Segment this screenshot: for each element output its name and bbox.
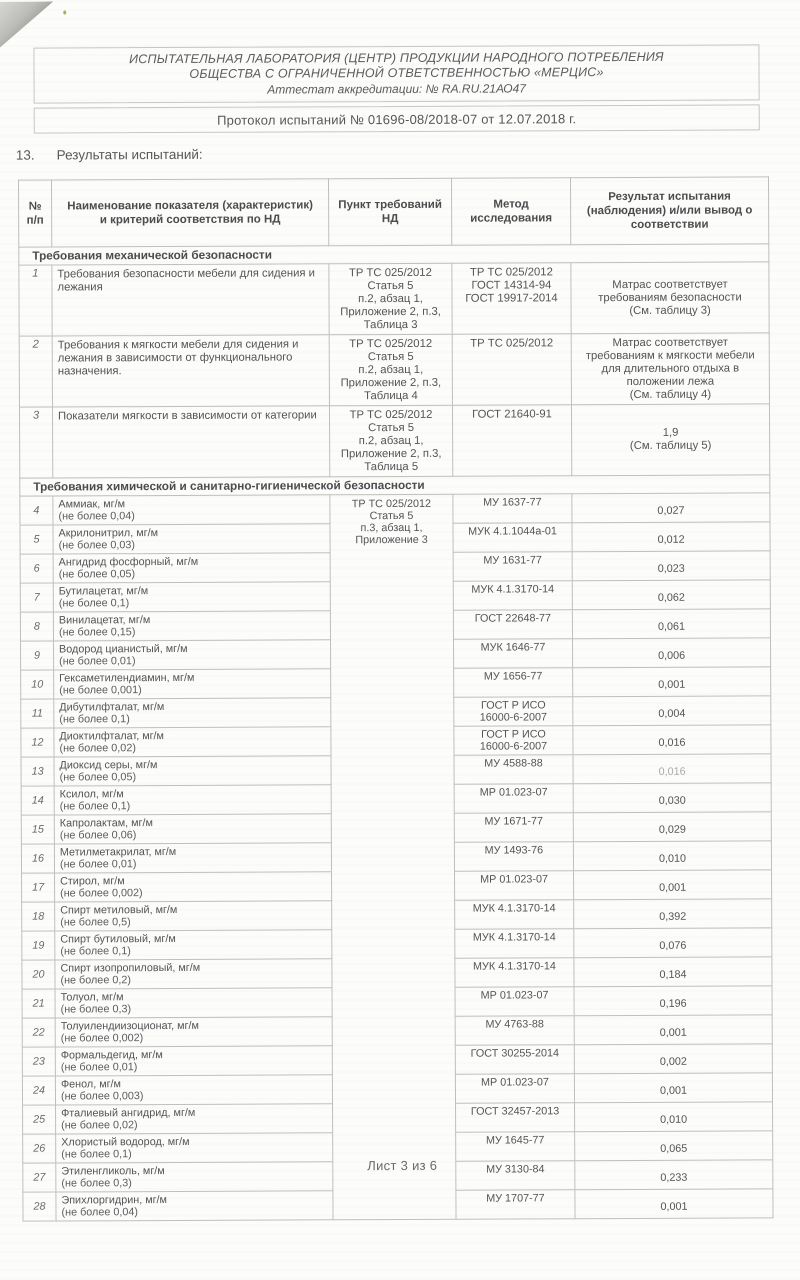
method-cell: ТР ТС 025/2012 ГОСТ 14314-94 ГОСТ 19917-2014 [452,263,571,335]
indicator-name-cell: Толуол, мг/м (не более 0,3) [55,988,332,1018]
row-number-cell: 12 [21,728,54,757]
result-cell: 0,184 [574,957,772,987]
row-number-cell: 22 [22,1018,55,1047]
indicator-name-cell: Спирт бутиловый, мг/м (не более 0,1) [55,930,332,960]
row-number-cell: 9 [21,641,54,670]
row-number-cell: 20 [22,960,55,989]
method-cell: МУК 4.1.1044а-01 [453,523,572,553]
indicator-name-cell: Метилметакрилат, мг/м (не более 0,01) [54,843,331,873]
result-cell: 0,016 [573,725,771,755]
scan-speck [63,10,66,14]
method-cell: МУ 3130-84 [456,1161,575,1191]
lab-header-box [33,44,759,103]
indicator-name-cell: Винилацетат, мг/м (не более 0,15) [53,611,330,641]
result-cell: 0,004 [573,696,771,726]
method-cell: МР 01.023-07 [455,1074,574,1104]
col-header-num: № п/п [18,180,51,247]
row-number-cell: 26 [23,1134,56,1163]
result-row [20,493,770,525]
indicator-name-cell: Фенол, мг/м (не более 0,003) [55,1075,332,1105]
indicator-name-cell: Водород цианистый, мг/м (не более 0,01) [54,640,331,670]
row-number-cell: 7 [20,583,53,612]
result-cell: 0,001 [574,870,772,900]
row-number-cell: 27 [23,1163,56,1192]
result-cell: Матрас соответствует требованиям безопасности (См. таблицу 3) [571,262,769,334]
indicator-name-cell: Ангидрид фосфорный, мг/м (не более 0,05) [53,553,330,583]
indicator-name-cell: Диоксид серы, мг/м (не более 0,05) [54,756,331,786]
result-cell: 0,076 [574,928,772,958]
indicator-name-cell: Требования безопасности мебели для сидения и лежания [52,264,329,336]
method-cell: МУ 4588-88 [454,755,573,785]
protocol-line: Протокол испытаний № 01696-08/2018-07 от 12.07.2018 г. [217,110,577,128]
row-number-cell: 13 [21,757,54,786]
row-number-cell: 1 [19,265,52,336]
result-cell: 0,016 [573,754,771,784]
row-number-cell: 8 [20,612,53,641]
method-cell: МУК 4.1.3170-14 [455,929,574,959]
indicator-name-cell: Бутилацетат, мг/м (не более 0,1) [53,582,330,612]
method-cell: МУК 4.1.3170-14 [453,581,572,611]
row-number-cell: 25 [23,1105,56,1134]
method-cell: МУ 1493-76 [454,842,573,872]
method-cell: МУК 4.1.3170-14 [455,900,574,930]
method-cell: МУ 1656-77 [454,668,573,698]
nd-clause-cell: ТР ТС 025/2012 Статья 5 п.2, абзац 1, Приложение 2, п.3, Таблица 4 [329,334,452,406]
method-cell: МУ 1637-77 [453,494,572,524]
result-cell: 0,012 [572,522,770,552]
row-number-cell: 21 [22,989,55,1018]
method-cell: МР 01.023-07 [455,987,574,1017]
result-cell: 0,006 [572,638,770,668]
result-cell: 0,029 [573,812,771,842]
method-cell: МУ 1671-77 [454,813,573,843]
results-heading-number: 13. [15,147,35,163]
result-cell: 0,001 [574,1015,772,1045]
result-cell: 0,010 [575,1102,773,1132]
result-row [19,404,769,478]
method-cell: МР 01.023-07 [454,784,573,814]
result-cell: Матрас соответствует требованиям к мягкости мебели для длительного отдыха в положении лежа (См. таблицу 4) [571,333,769,405]
row-number-cell: 18 [22,902,55,931]
result-row [19,262,769,336]
result-cell: 0,001 [575,1189,773,1219]
table-header-row [18,177,768,247]
method-cell: МУК 1646-77 [453,639,572,669]
col-header-indicator: Наименование показателя (характеристик) и критерий соответствия по НД [51,179,328,247]
method-cell: МУ 1631-77 [453,552,572,582]
result-cell: 0,196 [574,986,772,1016]
lab-name-line2: ОБЩЕСТВА С ОГРАНИЧЕННОЙ ОТВЕТСТВЕННОСТЬЮ «МЕРЦИС» [189,65,604,81]
section-title: Требования механической безопасности [19,244,769,265]
result-cell: 0,010 [573,841,771,871]
indicator-name-cell: Спирт метиловый, мг/м (не более 0,5) [55,901,332,931]
result-cell: 0,061 [572,609,770,639]
nd-clause-cell: ТР ТС 025/2012 Статья 5 п.2, абзац 1, Приложение 2, п.3, Таблица 5 [329,405,452,477]
method-cell: ГОСТ Р ИСО 16000-6-2007 [454,726,573,756]
accreditation-line: Аттестат аккредитации: № RA.RU.21АО47 [267,81,526,97]
nd-clause-cell-merged: ТР ТС 025/2012 Статья 5 п.3, абзац 1, Приложение 3 [330,494,456,1220]
result-cell: 0,392 [574,899,772,929]
col-header-method: Метод исследования [451,178,570,246]
row-number-cell: 5 [20,525,53,554]
row-number-cell: 11 [21,699,54,728]
indicator-name-cell: Фталиевый ангидрид, мг/м (не более 0,02) [56,1104,333,1134]
result-cell: 0,001 [574,1073,772,1103]
row-number-cell: 19 [22,931,55,960]
result-cell: 0,233 [575,1160,773,1190]
indicator-name-cell: Толуилендиизоционат, мг/м (не более 0,002) [55,1017,332,1047]
result-cell: 0,023 [572,551,770,581]
indicator-name-cell: Дибутилфталат, мг/м (не более 0,1) [54,698,331,728]
indicator-name-cell: Гексаметилендиамин, мг/м (не более 0,001) [54,669,331,699]
result-cell: 0,001 [573,667,771,697]
method-cell: МУК 4.1.3170-14 [455,958,574,988]
row-number-cell: 14 [21,786,54,815]
indicator-name-cell: Спирт изопропиловый, мг/м (не более 0,2) [55,959,332,989]
row-number-cell: 15 [21,815,54,844]
page-corner-fold [0,2,53,50]
method-cell: МР 01.023-07 [455,871,574,901]
col-header-nd-clause: Пункт требований НД [328,178,451,246]
result-cell: 0,062 [572,580,770,610]
indicator-name-cell: Акрилонитрил, мг/м (не более 0,03) [53,524,330,554]
row-number-cell: 4 [20,496,53,525]
method-cell: ГОСТ 32457-2013 [456,1103,575,1133]
method-cell: ГОСТ 30255-2014 [455,1045,574,1075]
page-number-label: Лист 3 из 6 [367,1157,438,1174]
method-cell: ГОСТ Р ИСО 16000-6-2007 [454,697,573,727]
indicator-name-cell: Ксилол, мг/м (не более 0,1) [54,785,331,815]
indicator-name-cell: Требования к мягкости мебели для сидения и лежания в зависимости от функционального назначения. [52,335,329,407]
method-cell: ТР ТС 025/2012 [452,334,571,406]
method-cell: МУ 4763-88 [455,1016,574,1046]
result-row [19,333,769,407]
row-number-cell: 10 [21,670,54,699]
results-heading-title: Результаты испытаний: [56,146,203,163]
indicator-name-cell: Аммиак, мг/м (не более 0,04) [53,495,330,525]
result-cell: 0,027 [572,493,770,523]
row-number-cell: 17 [22,873,55,902]
method-cell: МУ 1645-77 [456,1132,575,1162]
protocol-number-box [34,104,760,133]
nd-clause-cell: ТР ТС 025/2012 Статья 5 п.2, абзац 1, Приложение 2, п.3, Таблица 3 [329,263,452,335]
indicator-name-cell: Стирол, мг/м (не более 0,002) [55,872,332,902]
method-cell: МУ 1707-77 [456,1190,575,1220]
indicator-name-cell: Диоктилфталат, мг/м (не более 0,02) [54,727,331,757]
col-header-result: Результат испытания (наблюдения) и/или вывод о соответствии [570,177,768,245]
indicator-name-cell: Хлористый водород, мг/м (не более 0,1) [56,1133,333,1163]
row-number-cell: 16 [21,844,54,873]
row-number-cell: 2 [19,336,52,407]
method-cell: ГОСТ 22648-77 [453,610,572,640]
indicator-name-cell: Капролактам, мг/м (не более 0,06) [54,814,331,844]
indicator-name-cell: Показатели мягкости в зависимости от категории [52,406,329,478]
indicator-name-cell: Формальдегид, мг/м (не более 0,01) [55,1046,332,1076]
row-number-cell: 3 [19,407,52,478]
results-table [18,176,774,1221]
row-number-cell: 24 [22,1076,55,1105]
results-heading [16,147,203,163]
result-cell: 0,002 [574,1044,772,1074]
row-number-cell: 6 [20,554,53,583]
result-cell: 0,065 [575,1131,773,1161]
row-number-cell: 28 [23,1192,56,1221]
lab-name-line1: ИСПЫТАТЕЛЬНАЯ ЛАБОРАТОРИЯ (ЦЕНТР) ПРОДУКЦИИ НАРОДНОГО ПОТРЕБЛЕНИЯ [129,49,664,67]
indicator-name-cell: Эпихлоргидрин, мг/м (не более 0,04) [56,1191,333,1221]
row-number-cell: 23 [22,1047,55,1076]
section-title: Требования химической и санитарно-гигиенической безопасности [20,475,770,496]
indicator-name-cell: Этиленгликоль, мг/м (не более 0,3) [56,1162,333,1192]
result-cell: 0,030 [573,783,771,813]
method-cell: ГОСТ 21640-91 [452,405,571,477]
result-cell: 1,9 (См. таблицу 5) [571,404,769,476]
